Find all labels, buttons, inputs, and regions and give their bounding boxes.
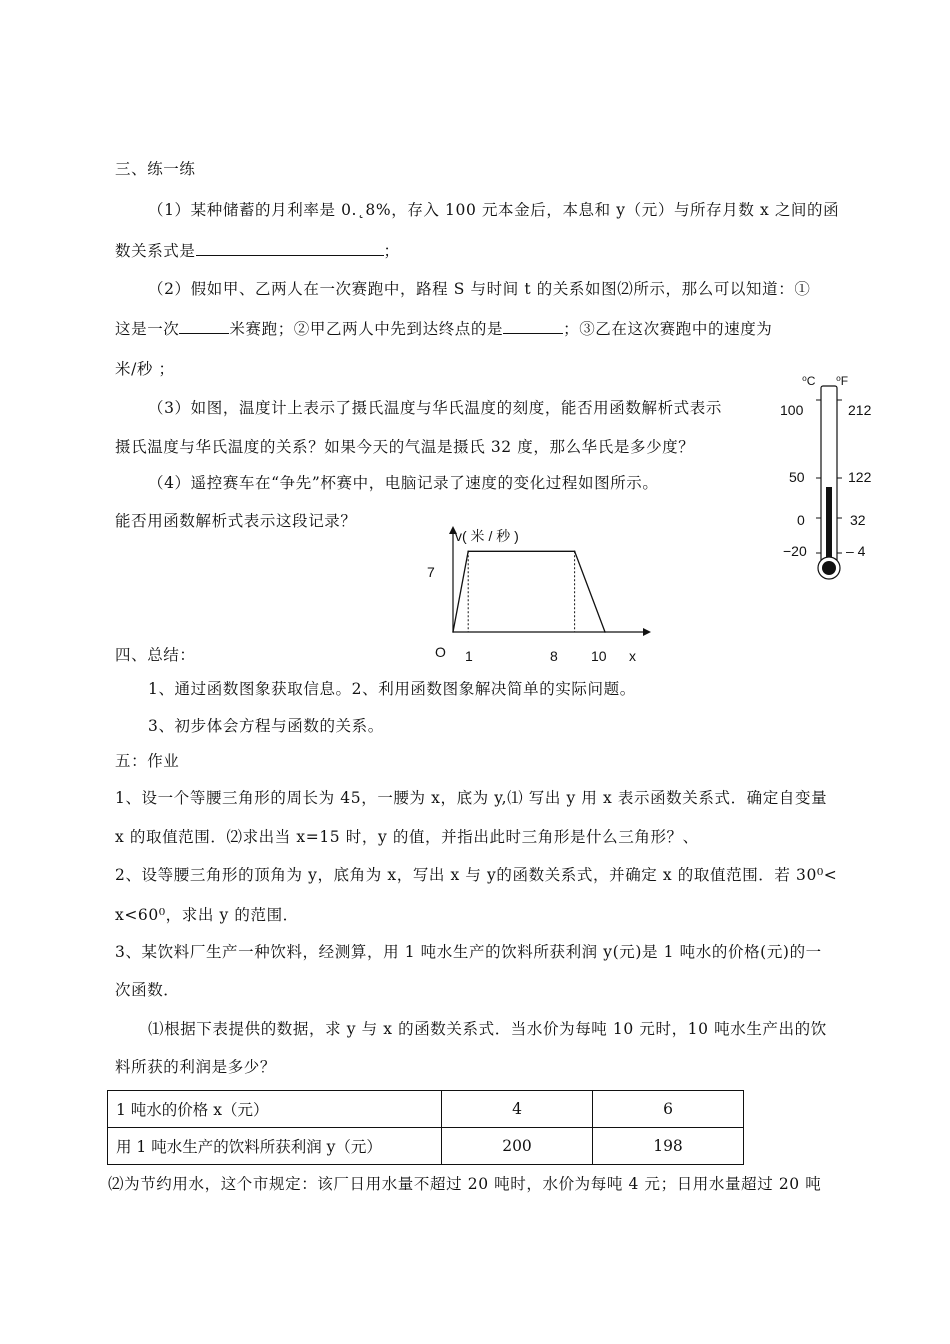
speed-point-8 <box>574 550 576 552</box>
celsius-tick-0: 0 <box>797 512 805 528</box>
table-cell: 6 <box>593 1091 744 1128</box>
hw2-line2: x<60⁰，求出 y 的范围． <box>115 906 299 924</box>
q2-text-a: 这是一次 <box>115 320 180 338</box>
section5-heading: 五：作业 <box>115 752 180 770</box>
q1-line2 <box>115 239 400 261</box>
thermometer-bulb <box>822 561 836 575</box>
table-cell: 用 1 吨水生产的饮料所获利润 y（元） <box>108 1128 442 1165</box>
speed-point-10 <box>604 631 606 633</box>
celsius-tick-minus20: −20 <box>783 543 807 559</box>
q4-line2: 能否用函数解析式表示这段记录？ <box>115 512 357 530</box>
fahrenheit-tick-212: 212 <box>848 402 872 418</box>
hw3-sub1-line2: 料所获的利润是多少？ <box>115 1058 277 1076</box>
celsius-tick-100: 100 <box>780 402 804 418</box>
q4-line1: （4）遥控赛车在“争先”杯赛中，电脑记录了速度的变化过程如图所示。 <box>148 474 659 492</box>
fahrenheit-tick-32: 32 <box>850 512 866 528</box>
fahrenheit-tick-122: 122 <box>848 469 872 485</box>
section4-heading: 四、总结： <box>115 646 196 664</box>
table-cell: 198 <box>593 1128 744 1165</box>
fahrenheit-unit-label: ⁰F <box>836 374 849 388</box>
speed-point-0 <box>452 631 454 633</box>
section3-heading: 三、练一练 <box>115 160 196 178</box>
fahrenheit-tick-minus4: – 4 <box>846 543 866 559</box>
celsius-unit-label: ⁰C <box>802 374 816 388</box>
x-tick-label-10: 10 <box>591 648 607 664</box>
speed-series-line <box>453 551 605 632</box>
table-row <box>108 1128 744 1165</box>
summary-line1: 1、通过函数图象获取信息。2、利用函数图象解决简单的实际问题。 <box>148 680 636 698</box>
hw3-line2: 次函数． <box>115 981 180 999</box>
summary-line2: 3、初步体会方程与函数的关系。 <box>148 717 384 735</box>
q2-text-c: ；③乙在这次赛跑中的速度为 <box>563 320 773 338</box>
q2-line1: （2）假如甲、乙两人在一次赛跑中，路程 S 与时间 t 的关系如图⑵所示，那么可以知道：① <box>148 280 811 298</box>
y-axis-label: v( 米 / 秒 ) <box>455 528 519 544</box>
hw3-line1: 3、某饮料厂生产一种饮料，经测算，用 1 吨水生产的饮料所获利润 y(元)是 1 吨水的价格(元)的一 <box>115 943 822 961</box>
hw3-sub2-line1: ⑵为节约用水，这个市规定：该厂日用水量不超过 20 吨时，水价为每吨 4 元；日用水量超过 20 吨 <box>108 1175 822 1193</box>
q1-answer-blank <box>196 241 384 256</box>
q2-text-b: 米赛跑；②甲乙两人中先到达终点的是 <box>229 320 504 338</box>
x-axis-label: x <box>629 648 636 664</box>
speed-chart <box>415 520 655 670</box>
table-cell: 200 <box>442 1128 593 1165</box>
q3-line1: （3）如图，温度计上表示了摄氏温度与华氏温度的刻度，能否用函数解析式表示 <box>148 399 722 417</box>
hw3-sub1-line1: ⑴根据下表提供的数据，求 y 与 x 的函数关系式．当水价为每吨 10 元时，10 吨水生产出的饮 <box>148 1020 827 1038</box>
speed-chart-svg <box>415 520 655 670</box>
q1-line2-suffix: ； <box>383 242 400 260</box>
q2-blank-winner <box>503 319 563 334</box>
price-profit-table <box>107 1090 744 1165</box>
q1-line1: （1）某种储蓄的月利率是 0.˛8%，存入 100 元本金后，本息和 y（元）与所存月数 x 之间的函 <box>148 201 840 219</box>
table-row <box>108 1091 744 1128</box>
x-tick-label-1: 1 <box>465 648 473 664</box>
origin-label: O <box>435 644 446 660</box>
table-cell: 4 <box>442 1091 593 1128</box>
table-cell: 1 吨水的价格 x（元） <box>108 1091 442 1128</box>
celsius-tick-50: 50 <box>789 469 805 485</box>
hw1-line1: 1、设一个等腰三角形的周长为 45，一腰为 x，底为 y,⑴ 写出 y 用 x 表示函数关系式．确定自变量 <box>115 789 828 807</box>
q2-line3: 米/秒 ； <box>115 360 175 378</box>
hw1-line2: x 的取值范围．⑵求出当 x=15 时，y 的值，并指出此时三角形是什么三角形？、 <box>115 828 699 846</box>
x-axis-arrow <box>643 628 651 636</box>
q3-line2: 摄氏温度与华氏温度的关系？如果今天的气温是摄氏 32 度，那么华氏是多少度？ <box>115 438 695 456</box>
x-tick-label-8: 8 <box>550 648 558 664</box>
q2-line2 <box>115 317 772 339</box>
thermometer-mercury <box>826 487 832 564</box>
hw2-line1: 2、设等腰三角形的顶角为 y，底角为 x，写出 x 与 y的函数关系式，并确定 x 的取值范围．若 30⁰< <box>115 866 838 884</box>
q1-line2-prefix: 数关系式是 <box>115 242 196 260</box>
q2-blank-distance <box>179 319 229 334</box>
speed-point-1 <box>467 550 469 552</box>
y-tick-label-7: 7 <box>427 564 435 580</box>
thermometer-figure <box>778 372 888 587</box>
